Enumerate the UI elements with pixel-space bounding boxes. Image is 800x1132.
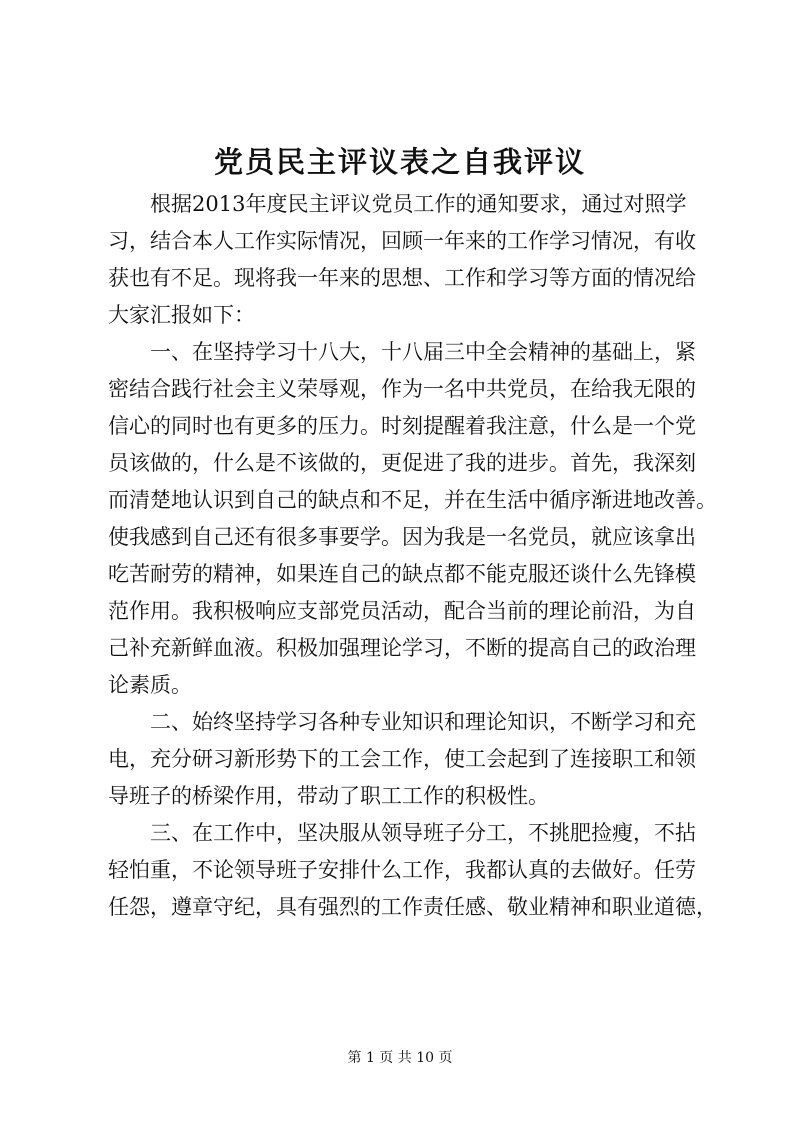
paragraph-line: 根据2013年度民主评议党员工作的通知要求，通过对照学 [150,192,687,216]
paragraph-line: 大家汇报如下： [108,303,255,327]
paragraph-line: 习，结合本人工作实际情况，回顾一年来的工作学习情况，有收 [108,229,696,253]
paragraph-intro [108,186,698,334]
paragraph-line: 密结合践行社会主义荣辱观，作为一名中共党员，在给我无限的 [108,377,696,401]
document-title: 党员民主评议表之自我评议 [213,145,586,179]
page-number: 第 1 页 共 10 页 [347,1050,453,1066]
paragraph-section-one [108,334,717,704]
paragraph-line: 任怨，遵章守纪，具有强烈的工作责任感、敬业精神和职业道德， [108,895,717,919]
paragraph-line: 信心的同时也有更多的压力。时刻提醒着我注意，什么是一个党 [108,414,696,438]
paragraph-line: 员该做的，什么是不该做的，更促进了我的进步。首先，我深刻 [108,451,696,475]
paragraph-line: 使我感到自己还有很多事要学。因为我是一名党员，就应该拿出 [108,525,696,549]
paragraph-section-three [108,815,717,926]
paragraph-line: 二、始终坚持学习各种专业知识和理论知识，不断学习和充 [150,710,696,734]
paragraph-line: 范作用。我积极响应支部党员活动，配合当前的理论前沿，为自 [108,599,696,623]
paragraph-line: 获也有不足。现将我一年来的思想、工作和学习等方面的情况给 [108,266,696,290]
paragraph-section-two [108,704,698,815]
paragraph-line: 吃苦耐劳的精神，如果连自己的缺点都不能克服还谈什么先锋模 [108,562,696,586]
paragraph-line: 电，充分研习新形势下的工会工作，使工会起到了连接职工和领 [108,747,696,771]
paragraph-line: 论素质。 [108,673,192,697]
paragraph-line: 三、在工作中，坚决服从领导班子分工，不挑肥捡瘦，不拈 [150,821,696,845]
paragraph-line: 而清楚地认识到自己的缺点和不足，并在生活中循序渐进地改善。 [108,488,717,512]
paragraph-line: 导班子的桥梁作用，带动了职工工作的积极性。 [108,784,549,808]
paragraph-line: 一、在坚持学习十八大，十八届三中全会精神的基础上，紧 [150,340,696,364]
paragraph-line: 己补充新鲜血液。积极加强理论学习，不断的提高自己的政治理 [108,636,696,660]
document-body [108,186,717,926]
paragraph-line: 轻怕重，不论领导班子安排什么工作，我都认真的去做好。任劳 [108,858,696,882]
